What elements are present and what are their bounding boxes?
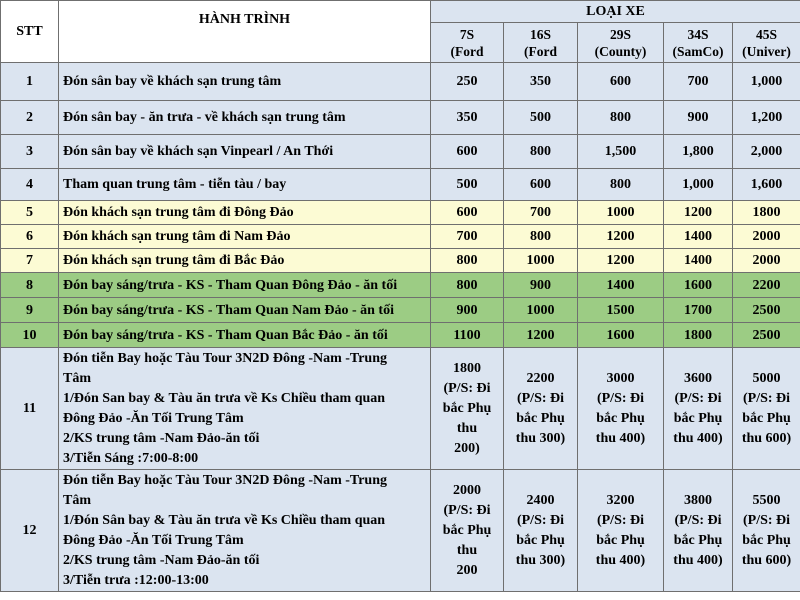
tour-price-line: thu 400): [595, 552, 646, 568]
row-price: 1000: [504, 298, 578, 323]
table-row: [1, 201, 800, 225]
row-stt: 3: [1, 135, 59, 169]
tour-price-line: thu 400): [673, 552, 723, 568]
row-price: 800: [578, 101, 664, 135]
row-stt: 11: [1, 348, 59, 470]
row-price: 1,800: [664, 135, 733, 169]
tour-line: Đông Đảo -Ăn Tối Trung Tâm: [63, 410, 244, 426]
row-route: Đón bay sáng/trưa - KS - Tham Quan Nam Đảo - ăn tối: [59, 298, 431, 323]
tour-price-line: bắc Phụ: [596, 532, 645, 548]
row-price: 250: [431, 63, 504, 101]
row-stt: 7: [1, 249, 59, 273]
tour-price-line: (P/S: Đi: [742, 390, 791, 406]
row-price: 1200: [578, 225, 664, 249]
table-row: [1, 169, 800, 201]
row-price: 2200: [733, 273, 800, 298]
tour-price-line: 2400: [526, 492, 555, 508]
row-price: 600: [431, 201, 504, 225]
row-price: 1,000: [733, 63, 800, 101]
tour-price-line: 3800: [684, 492, 712, 508]
row-price: 1800: [664, 323, 733, 348]
tour-price-line: bắc Phụ: [516, 532, 565, 548]
header-row-top: [1, 1, 800, 23]
header-stt: STT: [1, 1, 59, 63]
tour-price-line: thu 300): [515, 552, 566, 568]
tour-line: Tâm: [63, 492, 91, 508]
row-stt: 6: [1, 225, 59, 249]
tour-price: [733, 470, 800, 592]
row-price: 2000: [733, 225, 800, 249]
tour-price-line: bắc Phụ: [742, 410, 791, 426]
row-price: 1700: [664, 298, 733, 323]
table-row-tour: [1, 470, 800, 592]
tour-price-line: 3200: [606, 492, 635, 508]
row-price: 1400: [664, 249, 733, 273]
tour-line: Đón tiễn Bay hoặc Tàu Tour 3N2D Đông -Nam -Trung: [63, 472, 388, 488]
tour-price: [504, 348, 578, 470]
tour-price: [578, 348, 664, 470]
row-price: 1,200: [733, 101, 800, 135]
tour-line: 1/Đón San bay & Tàu ăn trưa về Ks Chiều tham quan: [63, 390, 386, 406]
row-price: 2,000: [733, 135, 800, 169]
table-row-tour: [1, 348, 800, 470]
table-row: [1, 273, 800, 298]
tour-price: [733, 348, 800, 470]
header-route: HÀNH TRÌNH: [59, 1, 431, 63]
tour-price-line: (P/S: Đi: [516, 390, 565, 406]
tour-price-line: thu 300): [515, 430, 566, 446]
row-route: Đón sân bay - ăn trưa - về khách sạn trung tâm: [59, 101, 431, 135]
tour-price-line: (P/S: Đi: [674, 390, 722, 406]
tour-price: [431, 470, 504, 592]
row-price: 700: [431, 225, 504, 249]
row-price: 1100: [431, 323, 504, 348]
table-row: [1, 101, 800, 135]
tour-price-line: bắc Phụ: [673, 410, 723, 426]
tour-price-line: 200: [456, 562, 478, 578]
tour-price-line: (P/S: Đi: [596, 512, 645, 528]
tour-price-line: bắc Phụ: [596, 410, 645, 426]
row-route: Đón bay sáng/trưa - KS - Tham Quan Bắc Đảo - ăn tối: [59, 323, 431, 348]
row-stt: 4: [1, 169, 59, 201]
header-vehicle-group: LOẠI XE: [431, 1, 800, 23]
tour-description: [59, 470, 431, 592]
tour-line: Đông Đảo -Ăn Tối Trung Tâm: [63, 532, 244, 548]
row-price: 1,600: [733, 169, 800, 201]
tour-price-line: 2200: [526, 370, 555, 386]
row-stt: 2: [1, 101, 59, 135]
row-price: 1200: [664, 201, 733, 225]
row-price: 1800: [733, 201, 800, 225]
row-price: 1000: [504, 249, 578, 273]
row-stt: 12: [1, 470, 59, 592]
vehicle-type-29s: 29S (County): [578, 23, 664, 63]
row-route: Đón sân bay về khách sạn trung tâm: [59, 63, 431, 101]
row-route: Đón khách sạn trung tâm đi Bắc Đảo: [59, 249, 431, 273]
tour-line: 2/KS trung tâm -Nam Đảo-ăn tối: [63, 552, 260, 568]
tour-line: Đón tiễn Bay hoặc Tàu Tour 3N2D Đông -Nam -Trung: [63, 350, 388, 366]
row-price: 2500: [733, 298, 800, 323]
row-price: 350: [504, 63, 578, 101]
tour-price-line: 3000: [606, 370, 635, 386]
table-row: [1, 63, 800, 101]
row-price: 900: [664, 101, 733, 135]
row-price: 900: [504, 273, 578, 298]
row-price: 1400: [664, 225, 733, 249]
table-row: [1, 135, 800, 169]
tour-line: 2/KS trung tâm -Nam Đảo-ăn tối: [63, 430, 260, 446]
row-price: 500: [431, 169, 504, 201]
row-price: 1500: [578, 298, 664, 323]
tour-price-line: (P/S: Đi: [596, 390, 645, 406]
row-price: 1600: [578, 323, 664, 348]
row-price: 700: [664, 63, 733, 101]
row-price: 600: [431, 135, 504, 169]
row-route: Tham quan trung tâm - tiễn tàu / bay: [59, 169, 431, 201]
vehicle-type-7s: 7S (Ford: [431, 23, 504, 63]
tour-price-line: bắc Phụ: [516, 410, 565, 426]
tour-line: 3/Tiễn Sáng :7:00-8:00: [63, 450, 199, 466]
tour-price-line: thu 600): [741, 552, 792, 568]
row-price: 1600: [664, 273, 733, 298]
row-route: Đón khách sạn trung tâm đi Nam Đảo: [59, 225, 431, 249]
row-price: 800: [431, 249, 504, 273]
tour-price-line: thu 400): [595, 430, 646, 446]
table-row: [1, 323, 800, 348]
row-price: 500: [504, 101, 578, 135]
row-route: Đón khách sạn trung tâm đi Đông Đảo: [59, 201, 431, 225]
tour-description: [59, 348, 431, 470]
tour-price-line: (P/S: Đi: [516, 512, 565, 528]
row-price: 800: [578, 169, 664, 201]
row-route: Đón bay sáng/trưa - KS - Tham Quan Đông Đảo - ăn tối: [59, 273, 431, 298]
tour-line: 3/Tiễn trưa :12:00-13:00: [63, 572, 209, 588]
tour-price-line: bắc Phụ thu: [442, 522, 492, 558]
row-stt: 10: [1, 323, 59, 348]
row-price: 700: [504, 201, 578, 225]
tour-price-line: bắc Phụ: [673, 532, 723, 548]
tour-price-line: (P/S: Đi: [443, 380, 491, 396]
tour-price-line: bắc Phụ thu: [442, 400, 492, 436]
row-route: Đón sân bay về khách sạn Vinpearl / An Thới: [59, 135, 431, 169]
tour-price-line: 200): [454, 440, 480, 456]
row-price: 1000: [578, 201, 664, 225]
row-stt: 5: [1, 201, 59, 225]
tour-price-line: 5500: [752, 492, 781, 508]
row-price: 1,500: [578, 135, 664, 169]
row-price: 1200: [578, 249, 664, 273]
tour-price-line: 3600: [684, 370, 712, 386]
tour-price-line: 2000: [453, 482, 481, 498]
tour-price: [664, 348, 733, 470]
table-row: [1, 225, 800, 249]
row-price: 2500: [733, 323, 800, 348]
tour-price-line: (P/S: Đi: [674, 512, 722, 528]
row-price: 800: [431, 273, 504, 298]
row-price: 600: [504, 169, 578, 201]
tour-line: Tâm: [63, 370, 91, 386]
tour-price-line: 1800: [453, 360, 481, 376]
tour-price-line: (P/S: Đi: [742, 512, 791, 528]
tour-price: [578, 470, 664, 592]
table-row: [1, 249, 800, 273]
tour-price-line: (P/S: Đi: [443, 502, 491, 518]
tour-price: [431, 348, 504, 470]
row-price: 350: [431, 101, 504, 135]
row-price: 800: [504, 225, 578, 249]
vehicle-type-16s: 16S (Ford: [504, 23, 578, 63]
vehicle-type-45s: 45S (Univer): [733, 23, 800, 63]
row-price: 1400: [578, 273, 664, 298]
tour-price-line: thu 400): [673, 430, 723, 446]
tour-price: [664, 470, 733, 592]
row-stt: 9: [1, 298, 59, 323]
table-row: [1, 298, 800, 323]
vehicle-type-34s: 34S (SamCo): [664, 23, 733, 63]
row-stt: 8: [1, 273, 59, 298]
row-price: 1,000: [664, 169, 733, 201]
tour-price: [504, 470, 578, 592]
row-price: 600: [578, 63, 664, 101]
row-price: 2000: [733, 249, 800, 273]
tour-price-line: 5000: [752, 370, 781, 386]
row-price: 1200: [504, 323, 578, 348]
row-price: 900: [431, 298, 504, 323]
row-price: 800: [504, 135, 578, 169]
row-stt: 1: [1, 63, 59, 101]
tour-line: 1/Đón Sân bay & Tàu ăn trưa về Ks Chiều tham quan: [63, 512, 386, 528]
tour-price-line: bắc Phụ: [742, 532, 791, 548]
tour-price-line: thu 600): [741, 430, 792, 446]
